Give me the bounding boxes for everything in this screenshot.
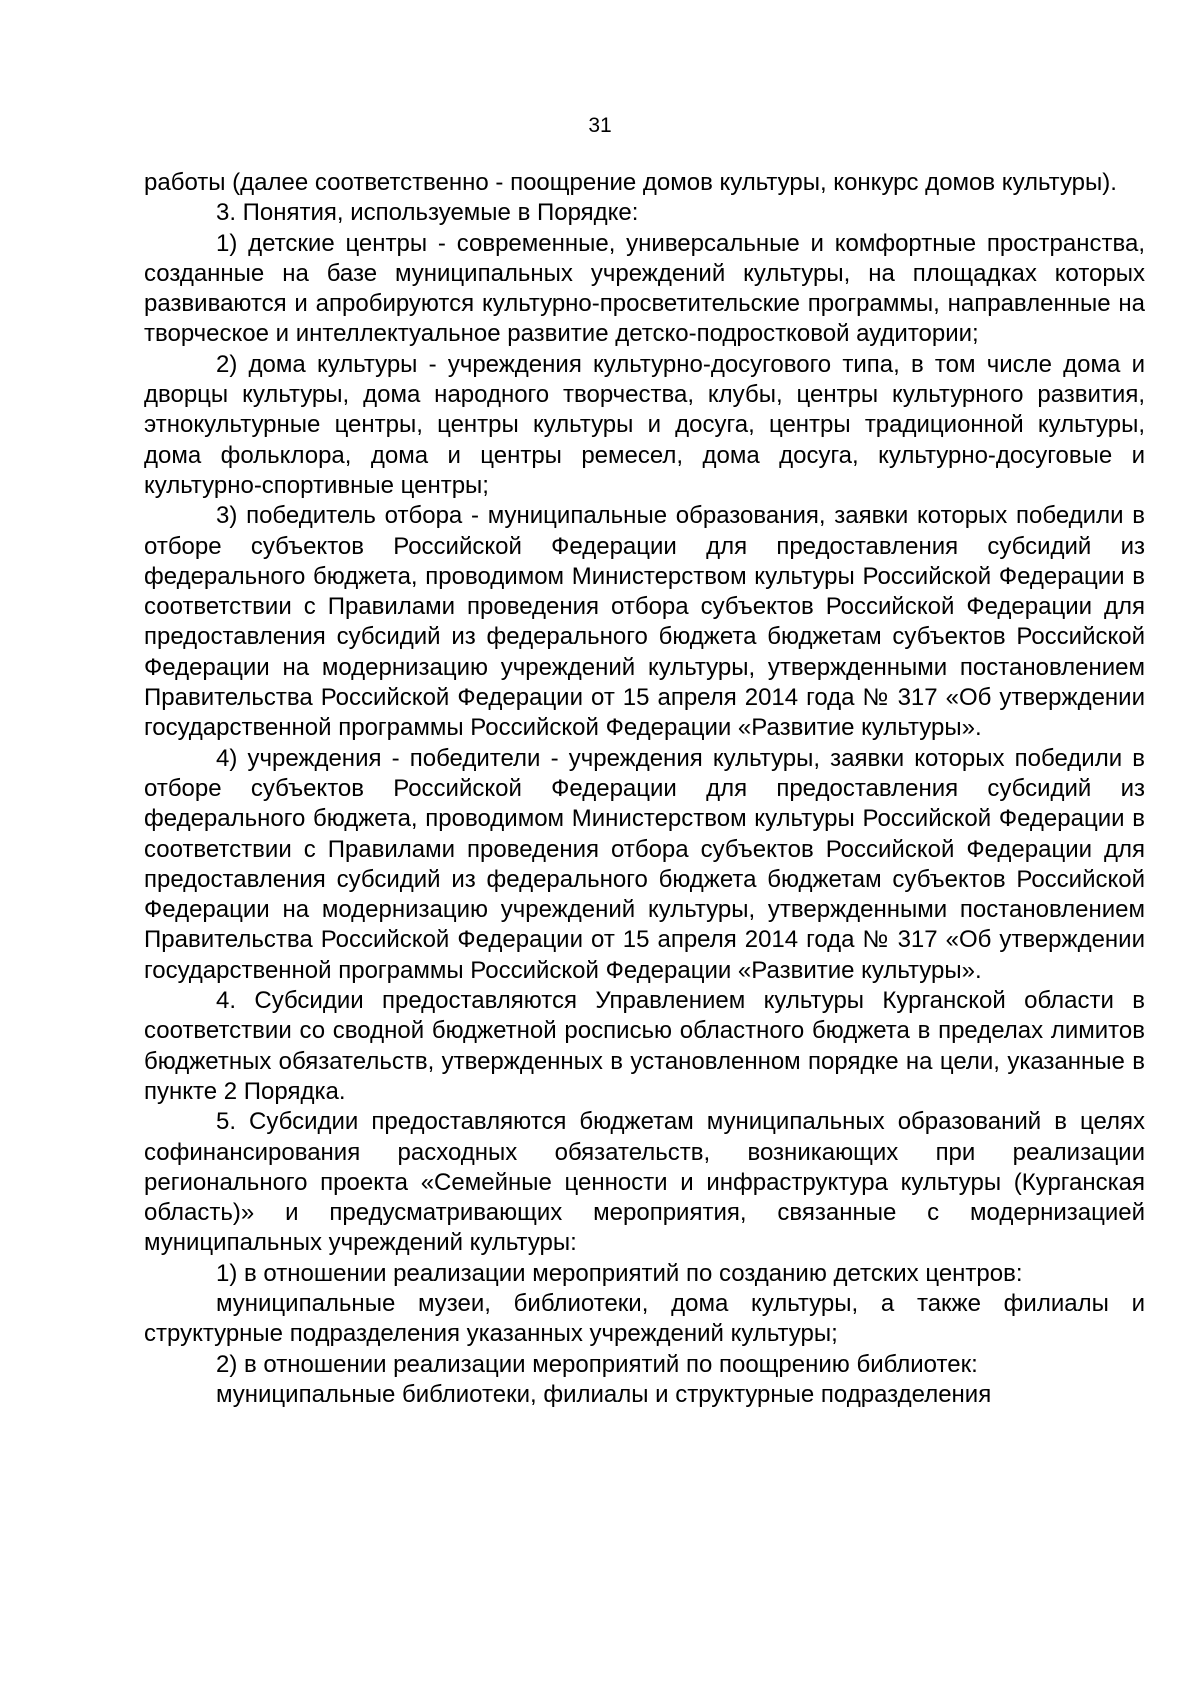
paragraph: работы (далее соответственно - поощрение домов культуры, конкурс домов культуры). <box>144 169 1117 196</box>
paragraph: 2) в отношении реализации мероприятий по поощрению библиотек: <box>216 1350 978 1378</box>
document-body <box>144 168 1145 1410</box>
paragraph: 3) победитель отбора - муниципальные образования, заявки которых победили в отборе субъектов Российской Федерации для предоставления субсидий из федерального бюджета, проводимом Министерством культуры Российской Федерации в соответствии с Правилами проведения отбора субъектов Российской Федерации для предоставления субсидий из федерального бюджета бюджетам субъектов Российской Федерации на модернизацию учреждений культуры, утвержденными постановлением Правительства Российской Федерации от 15 апреля 2014 года № 317 «Об утверждении государственной программы Российской Федерации «Развитие культуры». <box>144 502 1145 742</box>
paragraph: 3. Понятия, используемые в Порядке: <box>216 199 639 227</box>
paragraph: муниципальные музеи, библиотеки, дома культуры, а также филиалы и структурные подразделения указанных учреждений культуры; <box>144 1289 1145 1348</box>
paragraph: 1) в отношении реализации мероприятий по созданию детских центров: <box>216 1259 1023 1287</box>
paragraph: 5. Субсидии предоставляются бюджетам муниципальных образований в целях софинансирования расходных обязательств, возникающих при реализации регионального проекта «Семейные ценности и инфраструктура культуры (Курганская область)» и предусматривающих мероприятия, связанные с модернизацией муниципальных учреждений культуры: <box>144 1108 1145 1257</box>
paragraph: 2) дома культуры - учреждения культурно-досугового типа, в том числе дома и дворцы культуры, дома народного творчества, клубы, центры культурного развития, этнокультурные центры, центры культуры и досуга, центры традиционной культуры, дома фольклора, дома и центры ремесел, дома досуга, культурно-досуговые и культурно-спортивные центры; <box>144 350 1145 499</box>
paragraph: муниципальные библиотеки, филиалы и структурные подразделения <box>216 1380 992 1408</box>
paragraph: 4) учреждения - победители - учреждения культуры, заявки которых победили в отборе субъектов Российской Федерации для предоставления субсидий из федерального бюджета, проводимом Министерством культуры Российской Федерации в соответствии с Правилами проведения отбора субъектов Российской Федерации для предоставления субсидий из федерального бюджета бюджетам субъектов Российской Федерации на модернизацию учреждений культуры, утвержденными постановлением Правительства Российской Федерации от 15 апреля 2014 года № 317 «Об утверждении государственной программы Российской Федерации «Развитие культуры». <box>144 744 1145 984</box>
paragraph: 4. Субсидии предоставляются Управлением культуры Курганской области в соответствии со сводной бюджетной росписью областного бюджета в пределах лимитов бюджетных обязательств, утвержденных в установленном порядке на цели, указанные в пункте 2 Порядка. <box>144 987 1145 1105</box>
page-number: 31 <box>588 114 612 137</box>
paragraph: 1) детские центры - современные, универсальные и комфортные пространства, созданные на базе муниципальных учреждений культуры, на площадках которых развиваются и апробируются культурно-просветительские программы, направленные на творческое и интеллектуальное развитие детско-подростковой аудитории; <box>144 229 1145 348</box>
